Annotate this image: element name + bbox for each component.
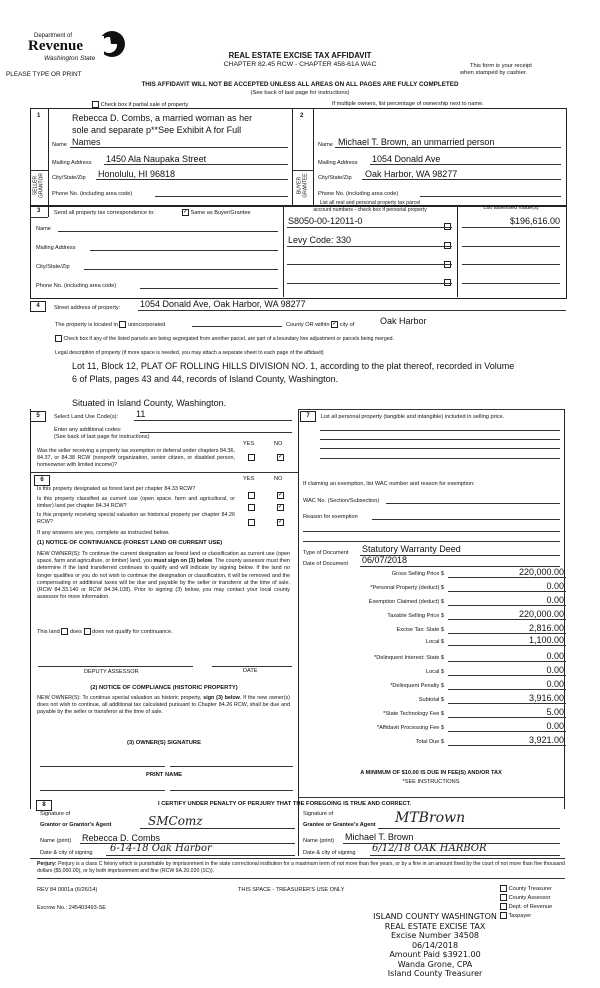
personal-property-deduct[interactable]: 0.00 — [546, 581, 564, 591]
current-use-question: Is this property classified as current use (open space, farm and agricultural, or timber) land per chapter 84.34 RCW? — [37, 496, 235, 510]
grantee-name-field[interactable]: Michael T. Brown — [345, 832, 414, 842]
historic-no-checkbox[interactable]: ✓ — [278, 519, 284, 526]
personal-property-row: *Personal Property (deduct) $ 0.00 — [370, 581, 564, 591]
yes-header: YES — [243, 476, 255, 482]
street-label: Street address of property: — [54, 305, 121, 311]
forest-no-checkbox[interactable]: ✓ — [278, 492, 284, 499]
buyer-name-label: Name — [318, 142, 333, 148]
no-header: NO — [274, 476, 283, 482]
historic-yes-checkbox[interactable] — [248, 514, 255, 532]
receipt-note: This form is your receipt — [470, 63, 532, 69]
delinquent-penalty-row: *Delinquent Penalty $ 0.00 — [390, 679, 564, 689]
deputy-assessor-label: DEPUTY ASSESSOR — [84, 669, 139, 675]
total-due[interactable]: 3,921.00 — [528, 735, 564, 745]
section-4-number: 4 — [30, 301, 46, 312]
form-subtitle: CHAPTER 82.45 RCW - CHAPTER 458-61A WAC — [223, 61, 377, 68]
certify-statement: I CERTIFY UNDER PENALTY OF PERJURY THAT THE FOREGOING IS TRUE AND CORRECT. — [158, 801, 412, 807]
personal-property-line[interactable] — [320, 458, 560, 459]
corr-phone-label: Phone No. (including area code) — [36, 283, 117, 289]
section-8-number: 8 — [36, 800, 52, 811]
section-6-number: 6 — [34, 475, 50, 486]
yes-header: YES — [243, 441, 255, 447]
exemption-no-checkbox[interactable]: ✓ — [278, 454, 284, 461]
seller-name-field[interactable]: Names — [72, 137, 101, 147]
see-back-note: (See back of last page for instructions) — [54, 434, 150, 440]
grantee-signature[interactable]: MTBrown — [395, 810, 466, 826]
form-revision: REV 84 0001a (6/26/14) — [37, 887, 98, 893]
seller-city-field[interactable]: Honolulu, HI 96818 — [98, 169, 176, 179]
parcel-number[interactable]: S8050-00-12011-0 — [288, 216, 363, 226]
deputy-assessor-signature-line[interactable] — [38, 666, 193, 667]
personal-property-line[interactable] — [320, 439, 560, 440]
grantor-date-field[interactable]: 6-14-18 Oak Harbor — [110, 843, 212, 854]
owner-print-name-line[interactable] — [40, 790, 165, 791]
corr-address-label: Mailing Address — [36, 245, 76, 251]
doc-type-label: Type of Document — [303, 550, 349, 556]
technology-fee-row: *State Technology Fee $ 5.00 — [383, 707, 564, 717]
owner-signature-title: (3) OWNER(S) SIGNATURE — [127, 740, 201, 746]
land-use-label: Select Land Use Code(s): — [54, 414, 119, 420]
print-name-label: PRINT NAME — [145, 772, 183, 778]
taxable-selling-price-row: Taxable Selling Price $ 220,000.00 — [387, 609, 564, 619]
unincorporated-checkbox[interactable] — [119, 321, 126, 328]
section-5-number: 5 — [30, 411, 46, 422]
copy-taxpayer[interactable]: Taxpayer — [500, 912, 552, 921]
treasurer-use-label: THIS SPACE - TREASURER'S USE ONLY — [238, 887, 345, 893]
seller-address-label: Mailing Address — [52, 160, 92, 166]
delinquent-interest-state-row: *Delinquent Interest: State $ 0.00 — [374, 651, 564, 661]
wac-field[interactable] — [386, 503, 560, 504]
parcel-header: account numbers - check box if personal property — [313, 207, 427, 213]
wac-label: WAC No. (Section/Subsection) — [303, 498, 380, 504]
exemption-yes-checkbox[interactable] — [248, 449, 255, 467]
corr-address-field[interactable] — [90, 250, 278, 251]
form-title: REAL ESTATE EXCISE TAX AFFIDAVIT — [228, 51, 372, 60]
gross-selling-price-row: Gross Selling Price $ 220,000.00 — [391, 567, 564, 577]
excise-tax-local[interactable]: 1,100.00 — [528, 635, 564, 645]
no-header: NO — [274, 441, 283, 447]
logo-state: Washington State — [44, 55, 96, 62]
buyer-address-field[interactable]: 1054 Donald Ave — [372, 154, 441, 164]
treasurer-stamp — [355, 912, 515, 979]
same-as-buyer-label: Same as Buyer/Grantee — [190, 209, 251, 216]
taxable-selling-price[interactable]: 220,000.00 — [518, 609, 564, 619]
personal-property-checkbox[interactable] — [444, 256, 451, 274]
buyer-name-field[interactable]: Michael T. Brown, an unmarried person — [338, 137, 495, 147]
section-1-number: 1 — [37, 113, 41, 119]
assessed-header: List assessed value(s) — [483, 205, 539, 211]
send-correspondence-label: Send all property tax correspondence to: — [54, 210, 155, 216]
additional-codes-field[interactable] — [140, 432, 292, 433]
copy-county-assessor[interactable]: County Assessor — [500, 894, 552, 903]
delinquent-penalty[interactable]: 0.00 — [546, 679, 564, 689]
same-as-buyer[interactable] — [182, 209, 251, 216]
affidavit-processing-fee[interactable]: 0.00 — [546, 721, 564, 731]
grantee-agent-label: Grantee or Grantee's Agent — [303, 822, 376, 828]
excise-local-row: Local $ 1,100.00 — [425, 635, 564, 645]
logo-dept: Department of — [34, 33, 73, 39]
assessed-value[interactable]: $196,616.00 — [509, 216, 560, 226]
grantee-date-field[interactable]: 6/12/18 OAK HARBOR — [372, 843, 487, 854]
seller-name-line1: Rebecca D. Combs, a married woman as her — [72, 113, 253, 123]
minimum-due-note: A MINIMUM OF $10.00 IS DUE IN FEE(S) AND/OR TAX — [360, 770, 502, 776]
exemption-claimed[interactable]: 0.00 — [546, 595, 564, 605]
escrow-number: Escrow No.: 245403493-SE — [37, 905, 107, 911]
grantor-date-label: Date & city of signing — [40, 850, 93, 856]
does-not-qualify-checkbox[interactable] — [84, 628, 91, 635]
county-or-within: County OR within ✓ city of — [286, 321, 355, 328]
city-checkbox[interactable]: ✓ — [332, 321, 338, 327]
located-in: The property is located in unincorporated — [55, 321, 166, 328]
instructions-note: (See back of last page for instructions) — [250, 90, 350, 96]
stamp-line: Island County Treasurer — [387, 969, 483, 978]
legal-description-label: Legal description of property (if more space is needed, you may attach a separate sheet to each page of the affidavit) — [55, 350, 324, 356]
seller-address-field[interactable]: 1450 Ala Naupaka Street — [106, 154, 207, 164]
personal-property-label: List all personal property (tangible and intangible) included in selling price. — [321, 414, 505, 420]
partial-sale — [92, 101, 188, 108]
type-or-print: PLEASE TYPE OR PRINT — [6, 71, 82, 78]
corr-city-field[interactable] — [84, 269, 278, 270]
corr-phone-field[interactable] — [140, 288, 278, 289]
legal-description-line: Situated in Island County, Washington. — [72, 398, 227, 408]
assessor-date-line[interactable] — [212, 666, 292, 667]
delinquent-interest-local-row: Local $ 0.00 — [425, 665, 564, 675]
owner-print-name-line[interactable] — [170, 790, 293, 791]
corr-name-field[interactable] — [58, 231, 278, 232]
property-street-field[interactable]: 1054 Donald Ave, Oak Harbor, WA 98277 — [140, 299, 306, 309]
continuance-qualify: This land does does not qualify for continuance. — [37, 628, 173, 635]
buyer-phone-label: Phone No. (including area code) — [318, 191, 399, 197]
personal-property-line[interactable] — [320, 430, 560, 431]
reason-field[interactable] — [372, 519, 560, 520]
excise-state-row: Excise Tax: State $ 2,816.00 — [396, 623, 564, 633]
doc-date-field[interactable]: 06/07/2018 — [362, 555, 408, 565]
delinquent-interest-state[interactable]: 0.00 — [546, 651, 564, 661]
reason-label: Reason for exemption — [303, 514, 358, 520]
delinquent-interest-local[interactable]: 0.00 — [546, 665, 564, 675]
stamp-excise-number: Excise Number 34508 — [390, 931, 480, 940]
grantee-date-label: Date & city of signing — [303, 850, 356, 856]
segregated-note: Check box if any of the listed parcels are being segregated from another parcel, are part of a boundary line adjustment or parcels being merged. — [55, 335, 394, 342]
partial-sale-checkbox[interactable] — [92, 101, 99, 108]
section-7-number: 7 — [300, 411, 316, 422]
seller-phone-field[interactable] — [155, 196, 288, 197]
does-qualify-checkbox[interactable] — [61, 628, 68, 635]
section-3-number: 3 — [37, 208, 41, 214]
additional-codes-label: Enter any additional codes: — [54, 427, 122, 433]
warning: THIS AFFIDAVIT WILL NOT BE ACCEPTED UNLESS ALL AREAS ON ALL PAGES ARE FULLY COMPLETED — [141, 81, 459, 88]
current-use-no-checkbox[interactable]: ✓ — [278, 504, 284, 511]
county-field[interactable] — [192, 326, 282, 327]
seller-side-label: SELLER GRANTOR — [32, 173, 44, 198]
copy-dept-revenue[interactable]: Dept. of Revenue — [500, 903, 552, 912]
grantor-signature-label: Signature of — [40, 811, 71, 817]
buyer-phone-field[interactable] — [420, 196, 561, 197]
stamp-line: Wanda Grone, CPA — [397, 959, 473, 969]
subtotal-row: Subtotal $ 3,916.00 — [418, 693, 564, 703]
total-due-row: Total Due $ 3,921.00 — [415, 735, 564, 745]
stamp-line: ISLAND COUNTY WASHINGTON — [373, 912, 497, 921]
buyer-city-field[interactable]: Oak Harbor, WA 98277 — [365, 169, 458, 179]
grantor-signature[interactable]: SMComz — [148, 814, 203, 828]
multiple-owners-note: If multiple owners, list percentage of ownership next to name. — [332, 101, 484, 107]
exemption-claimed-row: Exemption Claimed (deduct) $ 0.00 — [368, 595, 564, 605]
stamp-amount-paid: Amount Paid $3921.00 — [389, 950, 481, 959]
technology-fee[interactable]: 5.00 — [546, 707, 564, 717]
forest-land-question: Is this property designated as forest land per chapter 84.33 RCW? — [37, 486, 196, 492]
logo-name: Revenue — [28, 38, 83, 54]
subtotal[interactable]: 3,916.00 — [528, 693, 564, 703]
land-use-field[interactable]: 11 — [136, 409, 146, 419]
personal-property-line[interactable] — [320, 448, 560, 449]
parcel-header: List all real and personal property tax parcel — [319, 200, 421, 206]
same-as-buyer-checkbox[interactable]: ✓ — [183, 209, 189, 215]
notice-compliance-title: (2) NOTICE OF COMPLIANCE (HISTORIC PROPERTY) — [90, 685, 238, 691]
owner-signature-line[interactable] — [40, 766, 165, 767]
perjury-notice: Perjury: Perjury is a class C felony which is punishable by imprisonment in the state correctional institution for a maximum term of not more than five years, or by a fine in an amount fixed by the court of not more than five thousand dollars ($5,000.00), or by both imprisonment and fine (RCW 9A.20.020 (1C)). — [37, 861, 565, 874]
partial-sale-label: Check box if partial sale of property — [100, 101, 189, 108]
date-label: DATE — [243, 668, 258, 674]
legal-description-line: Lot 11, Block 12, PLAT OF ROLLING HILLS DIVISION NO. 1, according to the plat thereof, recorded in Volume — [72, 361, 515, 371]
buyer-address-label: Mailing Address — [318, 160, 358, 166]
copy-county-treasurer[interactable]: County Treasurer — [500, 885, 552, 894]
stamp-date: 06/14/2018 — [411, 940, 459, 950]
city-field[interactable]: Oak Harbor — [380, 316, 427, 326]
legal-description-line: 6 of Plats, pages 43 and 44, records of Island County, Washington. — [72, 374, 339, 384]
if-yes-note: If any answers are yes, complete as instructed below. — [37, 530, 170, 536]
affidavit-fee-row: *Affidavit Processing Fee $ 0.00 — [376, 721, 564, 731]
see-instructions-note: *SEE INSTRUCTIONS — [402, 779, 460, 785]
gross-selling-price[interactable]: 220,000.00 — [518, 567, 564, 577]
seller-city-label: City/State/Zip — [52, 175, 86, 181]
grantor-name-label: Name (print) — [40, 838, 72, 844]
section-2-number: 2 — [300, 113, 304, 119]
receipt-note: when stamped by cashier. — [460, 70, 528, 76]
seller-phone-label: Phone No. (including area code) — [52, 191, 133, 197]
doc-type-field[interactable]: Statutory Warranty Deed — [362, 544, 461, 554]
grantee-name-label: Name (print) — [303, 838, 335, 844]
notice-continuance-title: (1) NOTICE OF CONTINUANCE (FOREST LAND OR CURRENT USE) — [37, 540, 223, 546]
exemption-label: If claiming an exemption, list WAC number and reason for exemption: — [303, 481, 475, 487]
grantor-name-field[interactable]: Rebecca D. Combs — [82, 833, 161, 843]
exemption-question: Was the seller receiving a property tax exemption or deferral under chapters 84.36, 84.37, or 84.38 RCW (nonprofit organization, senior citizen, or disabled person, homeowner with limited income)? — [37, 448, 235, 469]
buyer-city-label: City/State/Zip — [318, 175, 352, 181]
buyer-side-label: BUYER GRANTEE — [296, 173, 308, 198]
corr-name-label: Name — [36, 226, 51, 232]
corr-city-label: City/State/Zip — [36, 264, 70, 270]
seller-name-line2: sole and separate p**See Exhibit A for Full — [72, 125, 242, 135]
doc-date-label: Date of Document — [303, 561, 349, 567]
grantor-agent-label: Grantor or Grantor's Agent — [40, 822, 112, 828]
stamp-line: REAL ESTATE EXCISE TAX — [384, 921, 486, 931]
segregated-checkbox[interactable] — [55, 335, 62, 342]
excise-tax-state[interactable]: 2,816.00 — [528, 623, 564, 633]
parcel-number[interactable]: Levy Code: 330 — [288, 235, 352, 245]
notice-continuance-text: NEW OWNER(S): To continue the current designation as forest land or classification as current use (open space, farm and agriculture, or timber) land, you must sign on (3) below. The county assessor must then determine if the land transferred continues to qualify and will indicate by signing below. If the land no longer qualifies or you do not wish to continue the designation or classification, it will be removed and the compensating or additional taxes will be due and payable by the seller or transferor at the time of sale. (RCW 84.33.140 or RCW 84.34.108). Prior to signing (3) below, you may contact your local county assessor for more information. — [37, 551, 290, 601]
owner-signature-line[interactable] — [170, 766, 293, 767]
seller-name-label: Name — [52, 142, 67, 148]
historic-question: Is this property receiving special valuation as historical property per chapter 84.26 RCW? — [37, 512, 235, 526]
notice-compliance-text: NEW OWNER(S): To continue special valuation as historic property, sign (3) below. If the new owner(s) does not wish to continue, all additional tax calculated pursuant to Chapter 84.26 RCW, shall be due and payable by the seller or transferor at the time of sale. — [37, 695, 290, 716]
grantee-signature-label: Signature of — [303, 811, 334, 817]
